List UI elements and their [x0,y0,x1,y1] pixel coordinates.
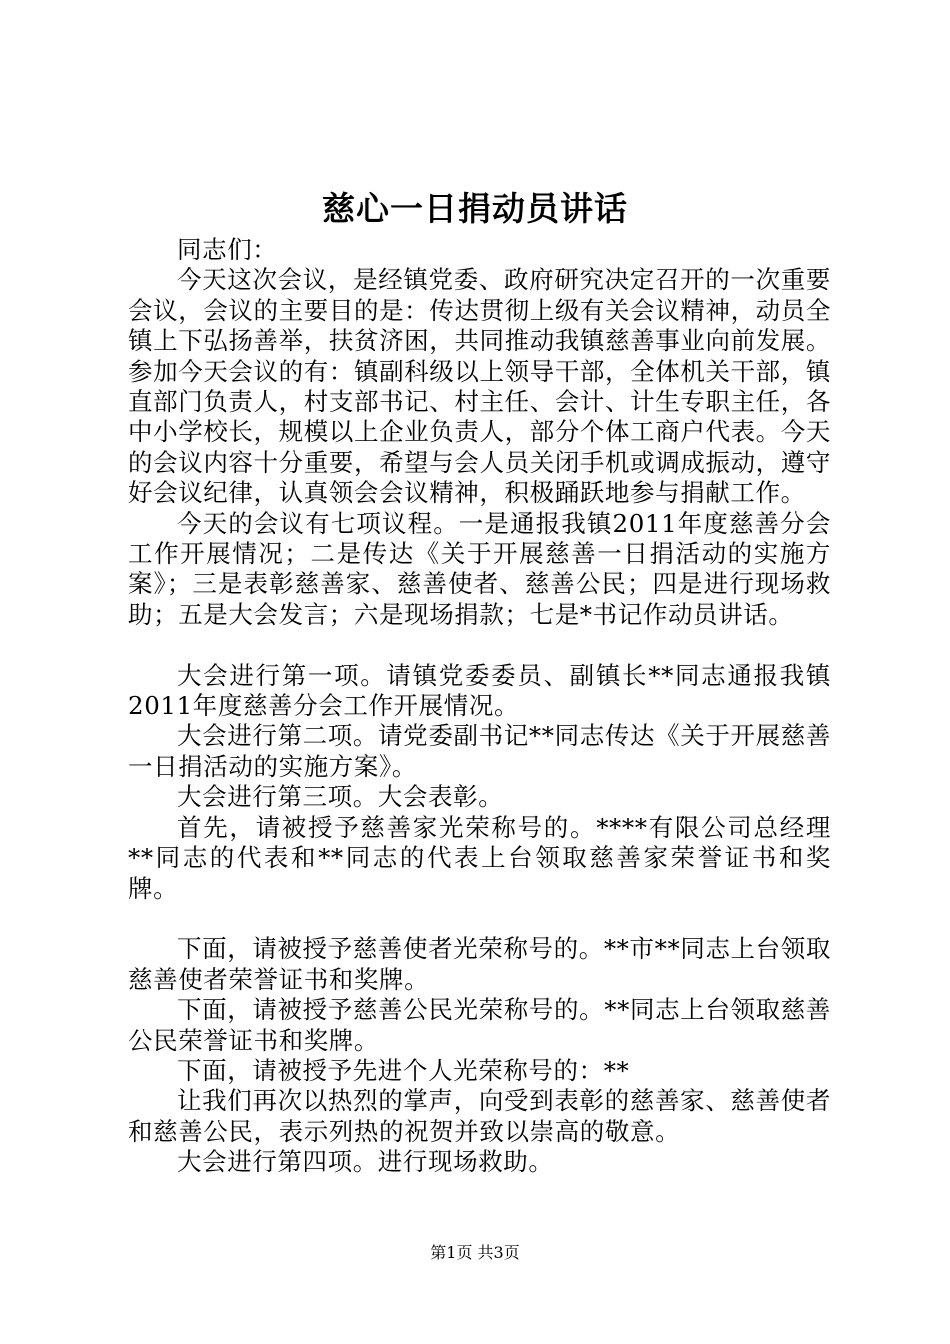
paragraph-applause: 让我们再次以热烈的掌声，向受到表彰的慈善家、慈善使者和慈善公民，表示列热的祝贺并致以崇高的敬意。 [128,1086,831,1146]
paragraph-citizen-award: 下面，请被授予慈善公民光荣称号的。**同志上台领取慈善公民荣誉证书和奖牌。 [128,995,831,1055]
paragraph-envoy-award: 下面，请被授予慈善使者光荣称号的。**市**同志上台领取慈善使者荣誉证书和奖牌。 [128,934,831,994]
paragraph-item-4: 大会进行第四项。进行现场救助。 [177,1147,554,1177]
greeting: 同志们： [177,235,278,264]
document-title: 慈心一日捐动员讲话 [322,189,628,228]
paragraph-individual-award: 下面，请被授予先进个人光荣称号的：** [177,1055,630,1085]
paragraph-item-1: 大会进行第一项。请镇党委委员、副镇长**同志通报我镇2011年度慈善分会工作开展情况。 [128,660,831,721]
page-footer: 第1页 共3页 [430,1243,520,1262]
paragraph-intro: 今天这次会议，是经镇党委、政府研究决定召开的一次重要会议，会议的主要目的是：传达贯彻上级有关会议精神，动员全镇上下弘扬善举，扶贫济困，共同推动我镇慈善事业向前发展。参加今天会议的有：镇副科级以上领导干部，全体机关干部，镇直部门负责人，村支部书记、村主任、会计、计生专职主任，各中小学校长，规模以上企业负责人，部分个体工商户代表。今天的会议内容十分重要，希望与会人员关闭手机或调成振动，遵守好会议纪律，认真领会会议精神，积极踊跃地参与捐献工作。 [128,265,831,508]
paragraph-item-3: 大会进行第三项。大会表彰。 [177,782,504,812]
document-body [128,235,831,1178]
paragraph-item-2: 大会进行第二项。请党委副书记**同志传达《关于开展慈善一日捐活动的实施方案》。 [128,721,831,781]
paragraph-philanthropist-award: 首先，请被授予慈善家光荣称号的。****有限公司总经理**同志的代表和**同志的代表上台领取慈善家荣誉证书和奖牌。 [128,812,831,903]
paragraph-agenda: 今天的会议有七项议程。一是通报我镇2011年度慈善分会工作开展情况；二是传达《关于开展慈善一日捐活动的实施方案》；三是表彰慈善家、慈善使者、慈善公民；四是进行现场救助；五是大会发言；六是现场捐款；七是*书记作动员讲话。 [128,508,831,629]
